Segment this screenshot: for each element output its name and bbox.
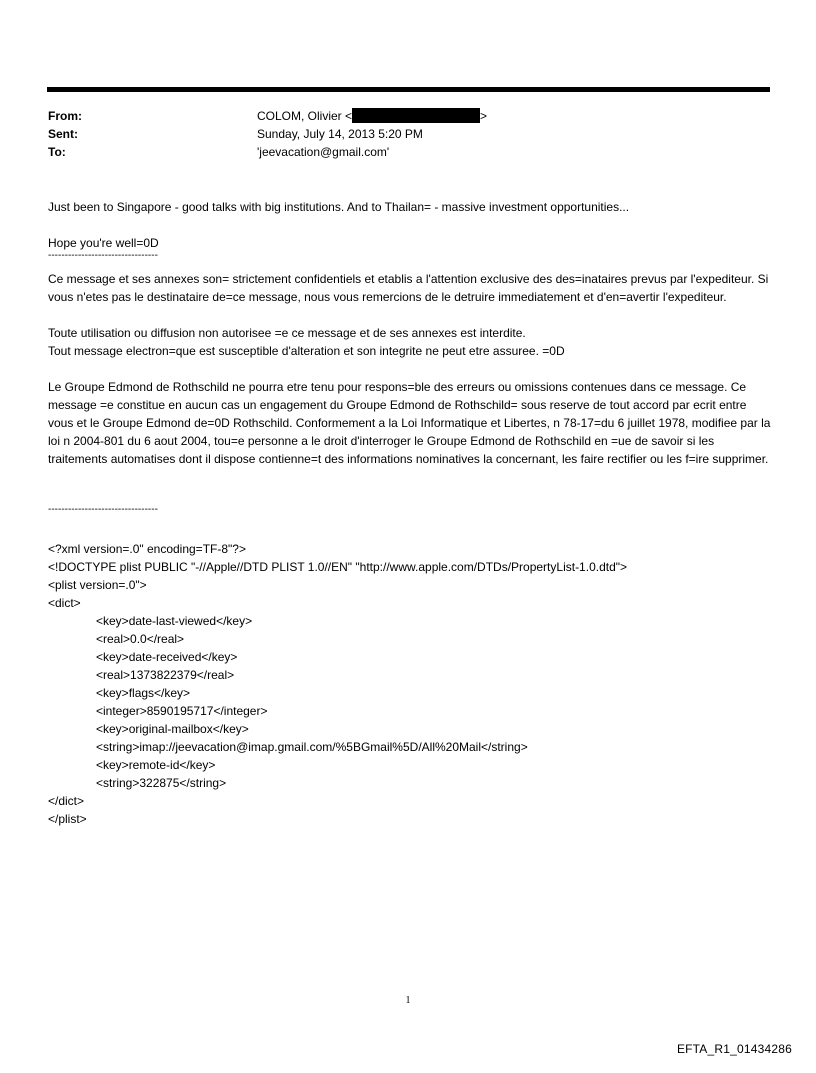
- doctype-line: <!DOCTYPE plist PUBLIC "-//Apple//DTD PLIST 1.0//EN" "http://www.apple.com/DTDs/PropertyList-1.0.dtd">: [48, 560, 628, 574]
- plist-entry: <real>0.0</real>: [96, 632, 185, 646]
- header-divider: [47, 87, 770, 92]
- from-value: [257, 108, 487, 124]
- plist-entry: <integer>8590195717</integer>: [96, 704, 268, 718]
- plist-entry: <key>original-mailbox</key>: [96, 722, 249, 736]
- plist-entry: <key>remote-id</key>: [96, 758, 216, 772]
- integrity-notice: Tout message electron=que est susceptible d'alteration et son integrite ne peut etre assuree. =0D: [48, 344, 565, 358]
- from-name: COLOM, Olivier <: [257, 109, 353, 123]
- from-suffix: >: [480, 109, 488, 123]
- dict-close-tag: </dict>: [48, 794, 85, 808]
- page-number: 1: [405, 995, 411, 1006]
- plist-entry: <string>imap://jeevacation@imap.gmail.com/%5BGmail%5D/All%20Mail</string>: [96, 740, 528, 754]
- to-value: 'jeevacation@gmail.com': [257, 145, 390, 159]
- sent-value: Sunday, July 14, 2013 5:20 PM: [257, 127, 423, 141]
- greeting-text: Hope you're well=0D: [48, 236, 159, 250]
- to-label: To:: [48, 145, 66, 159]
- redaction-block: [352, 108, 480, 123]
- plist-entry: <real>1373822379</real>: [96, 668, 235, 682]
- plist-close-tag: </plist>: [48, 812, 87, 826]
- plist-entry: <key>date-last-viewed</key>: [96, 614, 253, 628]
- xml-declaration: <?xml version=.0" encoding=TF-8"?>: [48, 542, 246, 556]
- sent-label: Sent:: [48, 127, 78, 141]
- separator-line: ---------------------------------: [48, 504, 158, 515]
- plist-entry: <key>date-received</key>: [96, 650, 238, 664]
- plist-entry: <key>flags</key>: [96, 686, 191, 700]
- confidentiality-notice: Ce message et ses annexes son= strictement confidentiels et etablis a l'attention exclusive des des=inataires prevus par l'expediteur. Si vous n'etes pas le destinataire de=ce message, nous vous remercions de le detruire immediatement et d'en=avertir l'expediteur.: [48, 272, 769, 304]
- separator-line: ---------------------------------: [48, 250, 158, 261]
- intro-text: Just been to Singapore - good talks with big institutions. And to Thailan= - massive investment opportunities...: [48, 200, 630, 214]
- usage-notice: Toute utilisation ou diffusion non autorisee =e ce message et de ses annexes est interdite.: [48, 326, 526, 340]
- plist-open-tag: <plist version=.0">: [48, 578, 147, 592]
- plist-entry: <string>322875</string>: [96, 776, 227, 790]
- from-label: From:: [48, 109, 82, 123]
- legal-disclaimer: Le Groupe Edmond de Rothschild ne pourra etre tenu pour respons=ble des erreurs ou omissions contenues dans ce message. Ce message =e constitue en aucun cas un engagement du Groupe Edmond de Rothschild= sous reserve de tout accord par ecrit entre vous et le Groupe Edmond de=0D Rothschild. Conformement a la Loi Informatique et Libertes, n 78-17=du 6 juillet 1978, modifiee par la loi n 2004-801 du 6 aout 2004, tou=e personne a le droit d'interroger le Groupe Edmond de Rothschild en =ue de savoir si les traitements automatises dont il dispose contienne=t des informations nominatives la concernant, les faire rectifier ou les f=ire supprimer.: [48, 380, 771, 466]
- dict-open-tag: <dict>: [48, 596, 81, 610]
- document-id: EFTA_R1_01434286: [676, 1042, 792, 1056]
